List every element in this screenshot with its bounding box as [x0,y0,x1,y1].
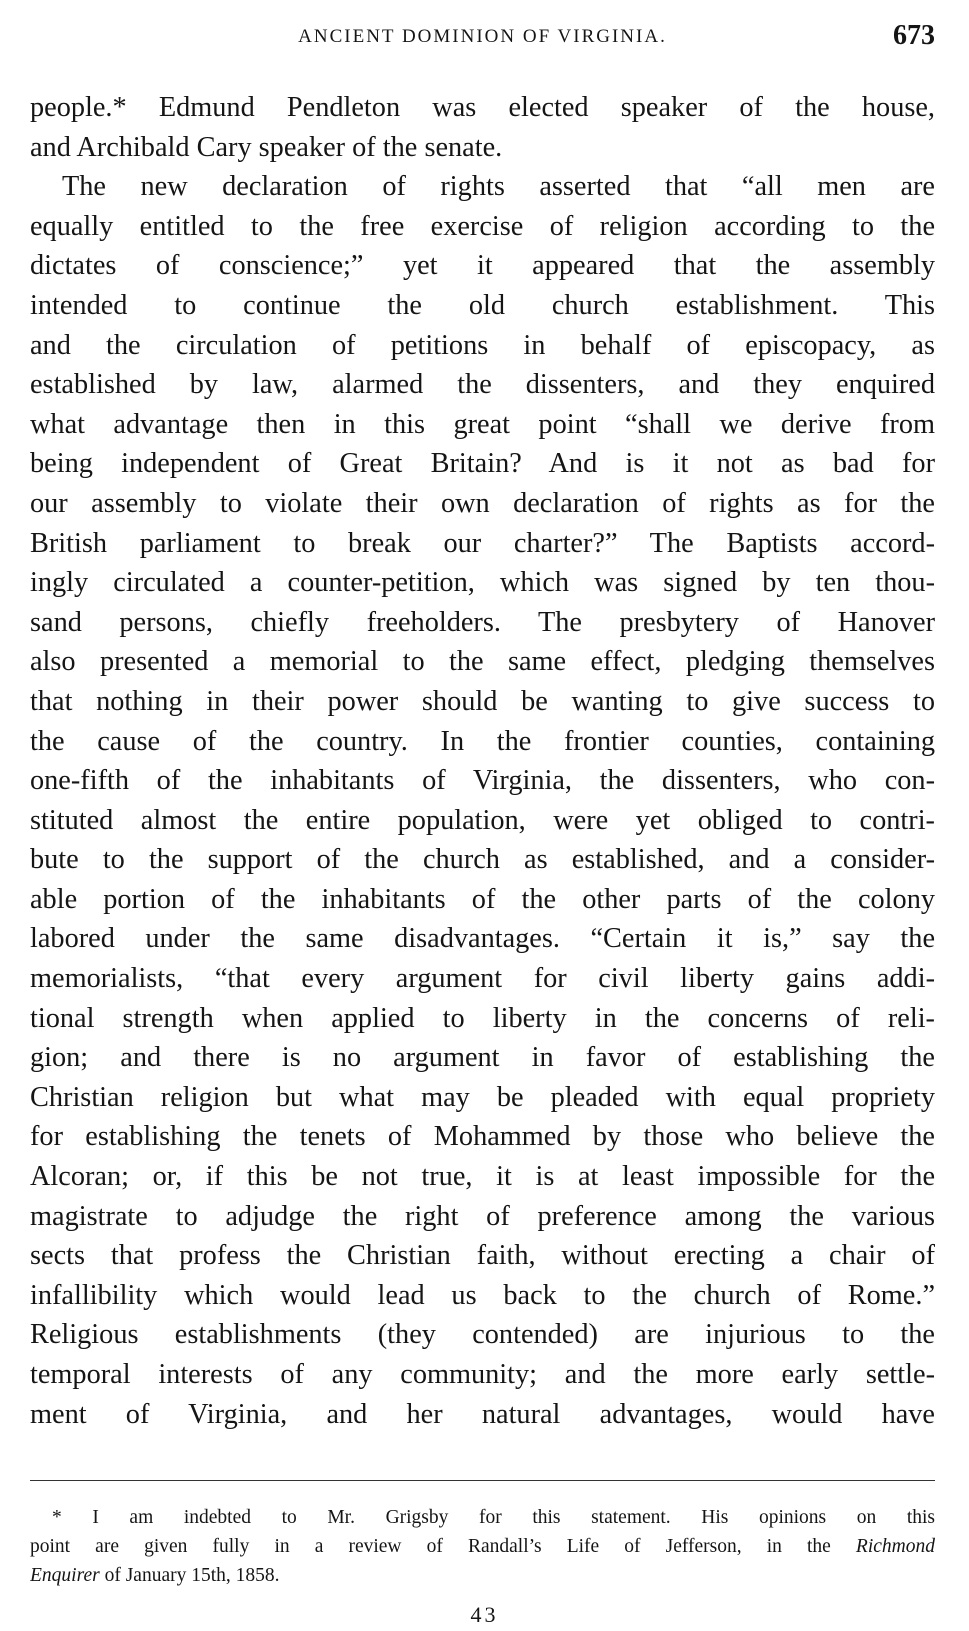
text-line: tional strength when applied to liberty in the concerns of reli- [30,1002,935,1034]
text-line: sects that profess the Christian faith, without erecting a chair of [30,1240,935,1272]
text-line: Alcoran; or, if this be not true, it is at least impossible for the [30,1161,935,1193]
text-line: bute to the support of the church as established, and a consider- [30,844,935,876]
text-line: also presented a memorial to the same effect, pledging themselves [30,646,935,678]
text-line: ment of Virginia, and her natural advantages, would have [30,1398,935,1430]
text-line: British parliament to break our charter?” The Baptists accord- [30,527,935,559]
body-text [30,88,935,1434]
text-line: being independent of Great Britain? And is it not as bad for [30,448,935,480]
text-line: and the circulation of petitions in behalf of episcopacy, as [30,329,935,361]
running-header [30,18,935,58]
text-line: people.* Edmund Pendleton was elected speaker of the house, [30,92,935,123]
running-title: ANCIENT DOMINION OF VIRGINIA. [298,26,667,47]
text-line: able portion of the inhabitants of the other parts of the colony [30,883,935,915]
footnote-line: Enquirer of January 15th, 1858. [30,1565,280,1586]
text-line: sand persons, chiefly freeholders. The presbytery of Hanover [30,606,935,638]
footnote-line: * I am indebted to Mr. Grigsby for this statement. His opinions on this [52,1507,935,1528]
text-line: Religious establishments (they contended) are injurious to the [30,1319,935,1351]
text-line: stituted almost the entire population, were yet obliged to contri- [30,804,935,836]
text-line: labored under the same disadvantages. “Certain it is,” say the [30,923,935,955]
text-line: intended to continue the old church establishment. This [30,289,935,321]
footnote-line: point are given fully in a review of Randall’s Life of Jefferson, in the Richmond [30,1536,935,1557]
text-line: what advantage then in this great point “shall we derive from [30,408,935,440]
text-line: temporal interests of any community; and the more early settle- [30,1359,935,1390]
text-line: that nothing in their power should be wanting to give success to [30,685,935,717]
signature-mark: 43 [470,1602,499,1627]
text-line: Christian religion but what may be pleaded with equal propriety [30,1081,935,1113]
text-line: The new declaration of rights asserted that “all men are [62,171,935,203]
text-line: and Archibald Cary speaker of the senate. [30,131,503,163]
text-line: our assembly to violate their own declaration of rights as for the [30,487,935,519]
text-line: established by law, alarmed the dissenters, and they enquired [30,369,935,401]
text-line: gion; and there is no argument in favor of establishing the [30,1042,935,1074]
text-line: for establishing the tenets of Mohammed by those who believe the [30,1121,935,1153]
text-line: infallibility which would lead us back to the church of Rome.” [30,1279,935,1311]
text-line: one-fifth of the inhabitants of Virginia, the dissenters, who con- [30,765,935,797]
page-number: 673 [893,20,935,51]
text-line: memorialists, “that every argument for civil liberty gains addi- [30,963,935,995]
text-line: the cause of the country. In the frontier counties, containing [30,725,935,757]
text-line: dictates of conscience;” yet it appeared that the assembly [30,250,935,282]
footnote-divider [30,1480,935,1481]
text-line: magistrate to adjudge the right of preference among the various [30,1200,935,1232]
text-line: ingly circulated a counter-petition, which was signed by ten thou- [30,567,935,599]
text-line: equally entitled to the free exercise of religion according to the [30,210,935,242]
footnote [30,1503,935,1590]
